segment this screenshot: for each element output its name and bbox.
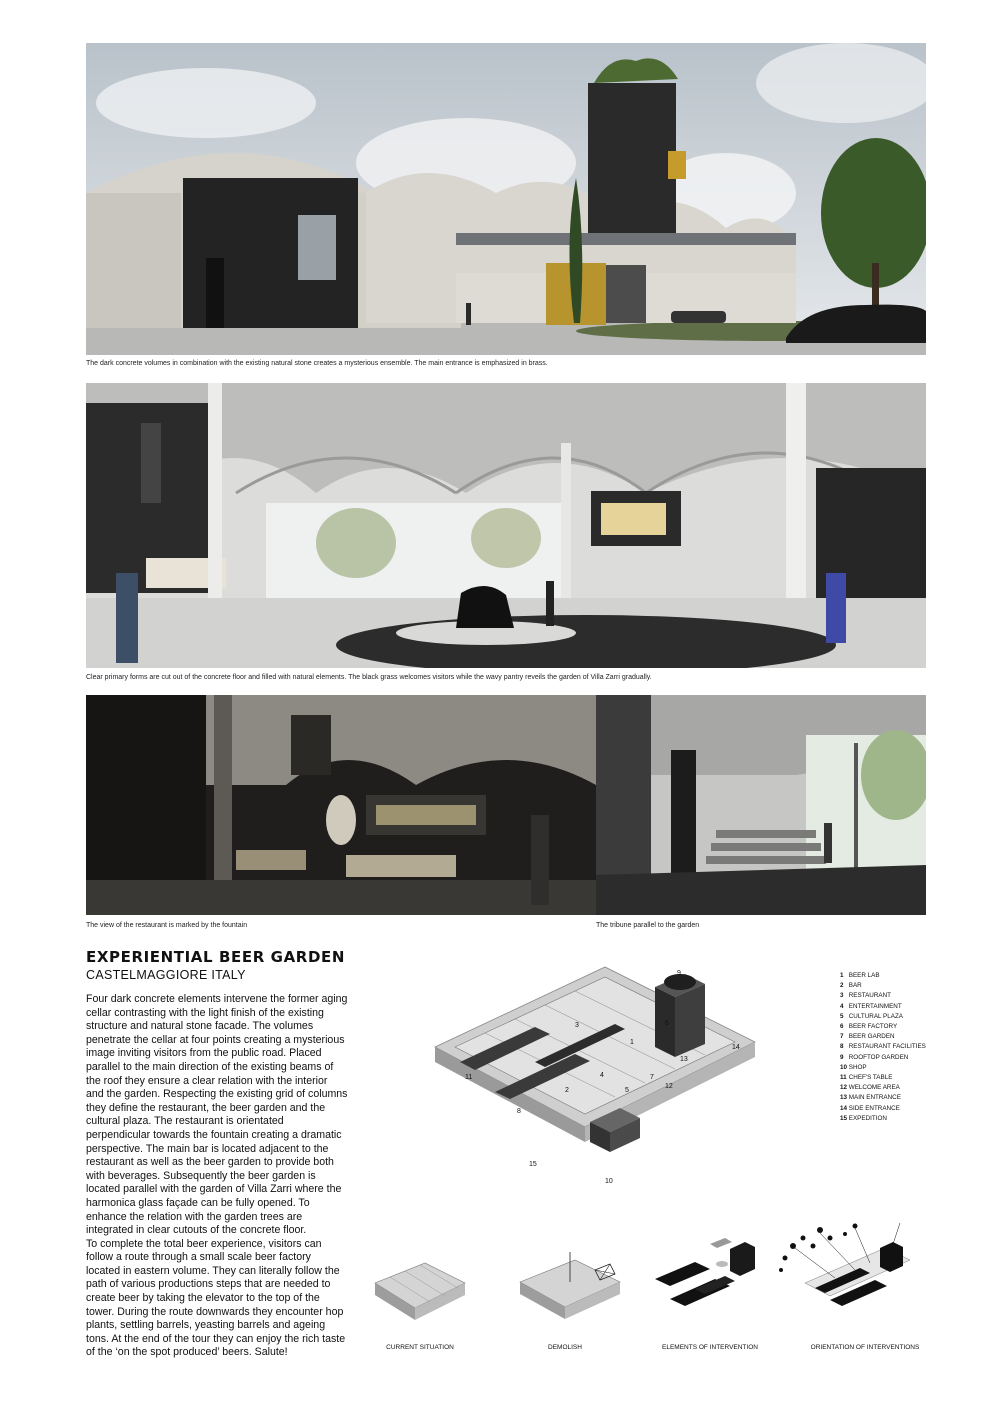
axo-label-12: 12	[665, 1083, 673, 1090]
legend-item: 4 ENTERTAINMENT	[840, 1002, 902, 1010]
legend-item: 9 ROOFTOP GARDEN	[840, 1053, 909, 1061]
axo-label-15: 15	[529, 1161, 537, 1168]
exterior-render	[86, 43, 926, 355]
interior-render	[86, 383, 926, 668]
restaurant-caption: The view of the restaurant is marked by the fountain	[86, 922, 248, 929]
interior-caption: Clear primary forms are cut out of the concrete floor and filled with natural elements. The black grass welcomes visitors while the wavy pantry reveils the garden of Villa Zarri gradually.	[86, 674, 652, 681]
tribune-caption: The tribune parallel to the garden	[596, 922, 700, 929]
page-title: EXPERIENTIAL BEER GARDEN	[86, 948, 346, 966]
axo-label-2: 2	[565, 1087, 569, 1094]
exterior-caption: The dark concrete volumes in combination with the existing natural stone creates a mysterious ensemble. The main entrance is emphasized in brass.	[86, 360, 548, 367]
legend-item: 2 BAR	[840, 982, 862, 990]
program-legend	[840, 971, 926, 1124]
axo-label-5: 5	[625, 1087, 629, 1094]
description-text	[86, 993, 348, 1360]
legend-item: 13 MAIN ENTRANCE	[840, 1094, 901, 1102]
diagram-orientation-of-interventions	[775, 1218, 915, 1328]
page-subtitle: CASTELMAGGIORE ITALY	[86, 968, 246, 982]
axo-label-9: 9	[677, 970, 681, 977]
axo-label-13: 13	[680, 1056, 688, 1063]
legend-item: 15 EXPEDITION	[840, 1114, 887, 1122]
axo-label-6: 6	[665, 1020, 669, 1027]
legend-item: 7 BEER GARDEN	[840, 1033, 895, 1041]
axo-label-8: 8	[517, 1108, 521, 1115]
axo-label-14: 14	[732, 1044, 740, 1051]
legend-item: 14 SIDE ENTRANCE	[840, 1104, 900, 1112]
diagram-label-elements: ELEMENTS OF INTERVENTION	[662, 1344, 758, 1351]
legend-item: 11 CHEF'S TABLE	[840, 1074, 893, 1082]
description-paragraph-1: Four dark concrete elements intervene the former aging cellar contrasting with the light finish of the existing structure and natural stone facade. The volumes penetrate the cellar at four points creating a mysterious image inviting visitors from the public road. Placed parallel to the main direction of the existing beams of the roof they ensure a clear relation with the interior and the garden. Respecting the existing grid of columns they define the restaurant, the beer garden and the cultural plaza. The restaurant is orientated perpendicular towards the fountain creating a dramatic perspective. The main bar is located adjacent to the restaurant as well as the beer garden to provide both with beverages. Subsequently the beer garden is located parallel with the garden of Villa Zarri where the harmonica glass façade can be fully opened. To enhance the relation with the garden trees are integrated in clear cutouts of the concrete floor.	[86, 993, 348, 1237]
tribune-render	[596, 695, 926, 915]
diagram-current-situation	[370, 1258, 470, 1328]
axo-label-10: 10	[605, 1178, 613, 1185]
legend-item: 1 BEER LAB	[840, 972, 880, 979]
legend-item: 8 RESTAURANT FACILITIES	[840, 1043, 926, 1051]
diagram-elements-of-intervention	[650, 1234, 770, 1329]
legend-item: 6 BEER FACTORY	[840, 1023, 898, 1031]
axo-label-11: 11	[465, 1074, 473, 1081]
axo-label-7: 7	[650, 1074, 654, 1081]
diagram-label-current: CURRENT SITUATION	[386, 1344, 454, 1351]
legend-item: 5 CULTURAL PLAZA	[840, 1012, 903, 1020]
description-paragraph-2: To complete the total beer experience, visitors can follow a route through a small scale beer factory located in eastern volume. They can literally follow the path of various productions steps that are needed to create beer by taking the elevator to the top of the tower. During the route downwards they encounter hop plants, settling barrels, yeasting barrels and ageing tons. At the end of the tour they can enjoy the rich taste of the ‘on the spot produced’ beers. Salute!	[86, 1237, 346, 1359]
diagram-demolish	[515, 1242, 625, 1327]
axo-label-3: 3	[575, 1022, 579, 1029]
axo-label-1: 1	[630, 1039, 634, 1046]
legend-item: 10 SHOP	[840, 1063, 867, 1071]
legend-item: 12 WELCOME AREA	[840, 1084, 900, 1092]
diagram-label-orientation: ORIENTATION OF INTERVENTIONS	[810, 1344, 920, 1351]
restaurant-render	[86, 695, 596, 915]
legend-item: 3 RESTAURANT	[840, 992, 891, 1000]
axo-label-4: 4	[600, 1072, 604, 1079]
axonometric-plan	[425, 962, 765, 1192]
diagram-label-demolish: DEMOLISH	[548, 1344, 582, 1351]
